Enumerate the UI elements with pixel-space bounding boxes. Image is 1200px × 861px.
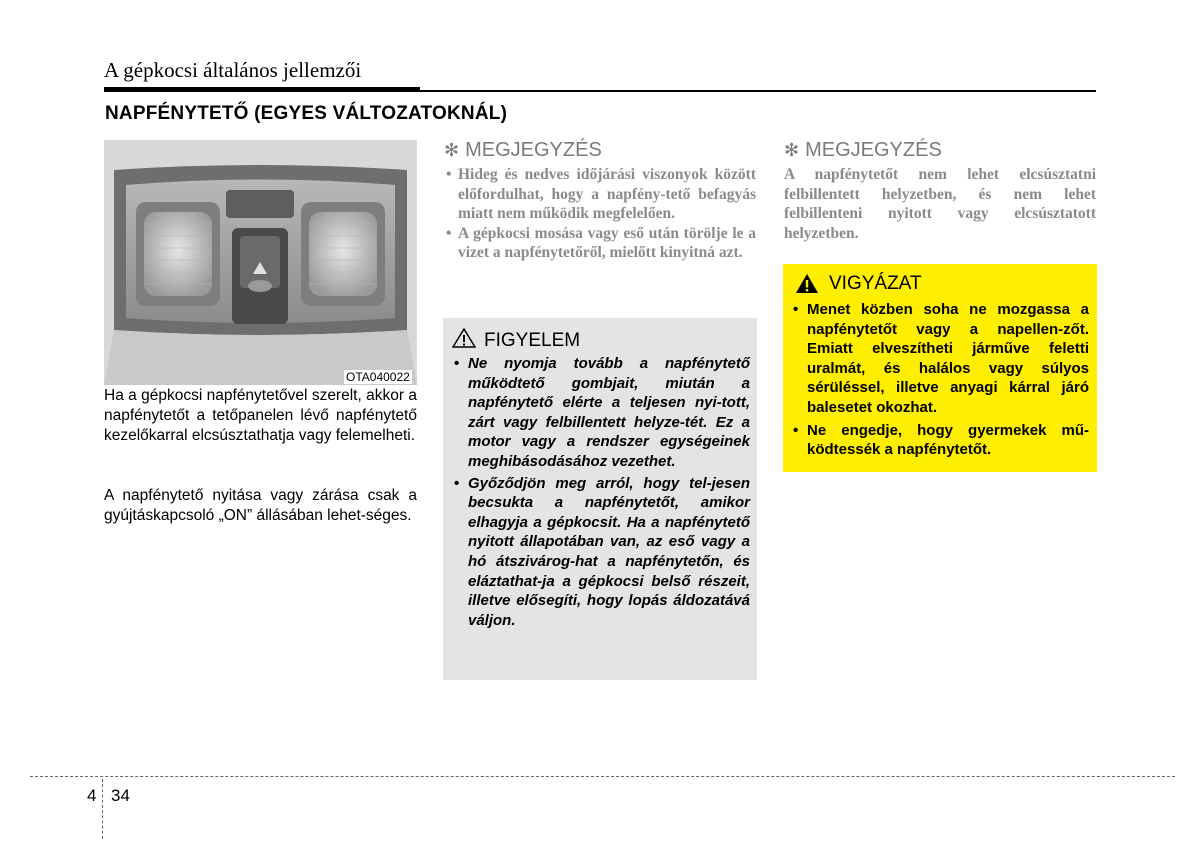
sunroof-switch-icon: [232, 228, 288, 324]
chapter-rule-thin: [420, 90, 1096, 92]
section-title: NAPFÉNYTETŐ (EGYES VÁLTOZATOKNÁL): [105, 103, 508, 124]
warning-triangle-icon: [452, 328, 476, 348]
list-item: • Hideg és nedves időjárási viszonyok között előfordulhat, hogy a napfény-tető befagyás miatt nem működik megfelelően.: [446, 165, 756, 224]
dome-lamp-right-icon: [301, 202, 385, 306]
note-title: MEGJEGYZÉS: [465, 139, 602, 161]
list-item: • A gépkocsi mosása vagy eső után törölje le a vizet a napfénytetőről, mielőtt kinyitná azt.: [446, 224, 756, 263]
list-item: • Ne engedje, hogy gyermekek mű-ködtessék a napfénytetőt.: [792, 421, 1089, 460]
list-item: • Menet közben soha ne mozgassa a napfénytetőt vagy a napellen-zőt. Emiatt elveszítheti járműve feletti uralmát, és halálos vagy súlyos sérüléssel, illetve anyagi kárral járó balesetet okozhat.: [792, 300, 1089, 418]
note-title: MEGJEGYZÉS: [805, 139, 942, 161]
note-star-icon: ✻: [444, 140, 460, 160]
list-item: • Győződjön meg arról, hogy tel-jesen becsukta a napfénytetőt, amikor elhagyja a gépkocsit. Ha a napfénytető nyitott állapotában van, az eső vagy a hó átszivárog-hat a napfénytetőn, és eláztathat-ja a gépkocsi belső részeit, illetve elősegíti, hogy lopás áldozatává váljon.: [453, 474, 750, 631]
body-paragraph-2: A napfénytető nyitása vagy zárása csak a gyújtáskapcsoló „ON” állásában lehet-séges.: [104, 487, 417, 524]
caution-list: [792, 300, 1089, 463]
caution-triangle-icon: [795, 273, 819, 299]
page-number: 34: [111, 786, 130, 805]
warning-heading: [452, 328, 580, 352]
chapter-number: 4: [87, 786, 97, 805]
overhead-console-illustration: [104, 140, 417, 385]
footer-vertical-divider: [102, 779, 103, 839]
dome-lamp-left-icon: [136, 202, 220, 306]
chapter-rule-thick: [104, 87, 420, 92]
warning-title: FIGYELEM: [484, 330, 581, 351]
warning-list: [453, 354, 750, 632]
list-item: • Ne nyomja tovább a napfénytető működtető gombjait, miután a napfénytető elérte a teljesen nyi-tott, zárt vagy felbillentett helyze-tét. Ez a motor vagy a rendszer egységeinek meghibásodásához vezethet.: [453, 354, 750, 472]
caution-title: VIGYÁZAT: [829, 273, 922, 294]
body-paragraph-1: Ha a gépkocsi napfénytetővel szerelt, akkor a napfénytetőt a tetőpanelen lévő napfénytető kezelőkarral elcsúsztathatja vagy felemelheti.: [104, 387, 417, 444]
note-list-middle: [446, 165, 756, 263]
note-heading-right: [784, 139, 942, 162]
overhead-console-photo: [104, 140, 417, 385]
note-heading-middle: [444, 139, 602, 162]
note-text-right: A napfénytetőt nem lehet elcsúsztatni felbillentett helyzetben, és nem lehet felbillenteni nyitott vagy elcsúsztatott helyzetben.: [784, 166, 1096, 242]
footer-divider: [30, 776, 1175, 777]
chapter-title: A gépkocsi általános jellemzői: [104, 58, 362, 82]
note-star-icon: ✻: [784, 140, 800, 160]
figure-code: OTA040022: [346, 370, 410, 384]
